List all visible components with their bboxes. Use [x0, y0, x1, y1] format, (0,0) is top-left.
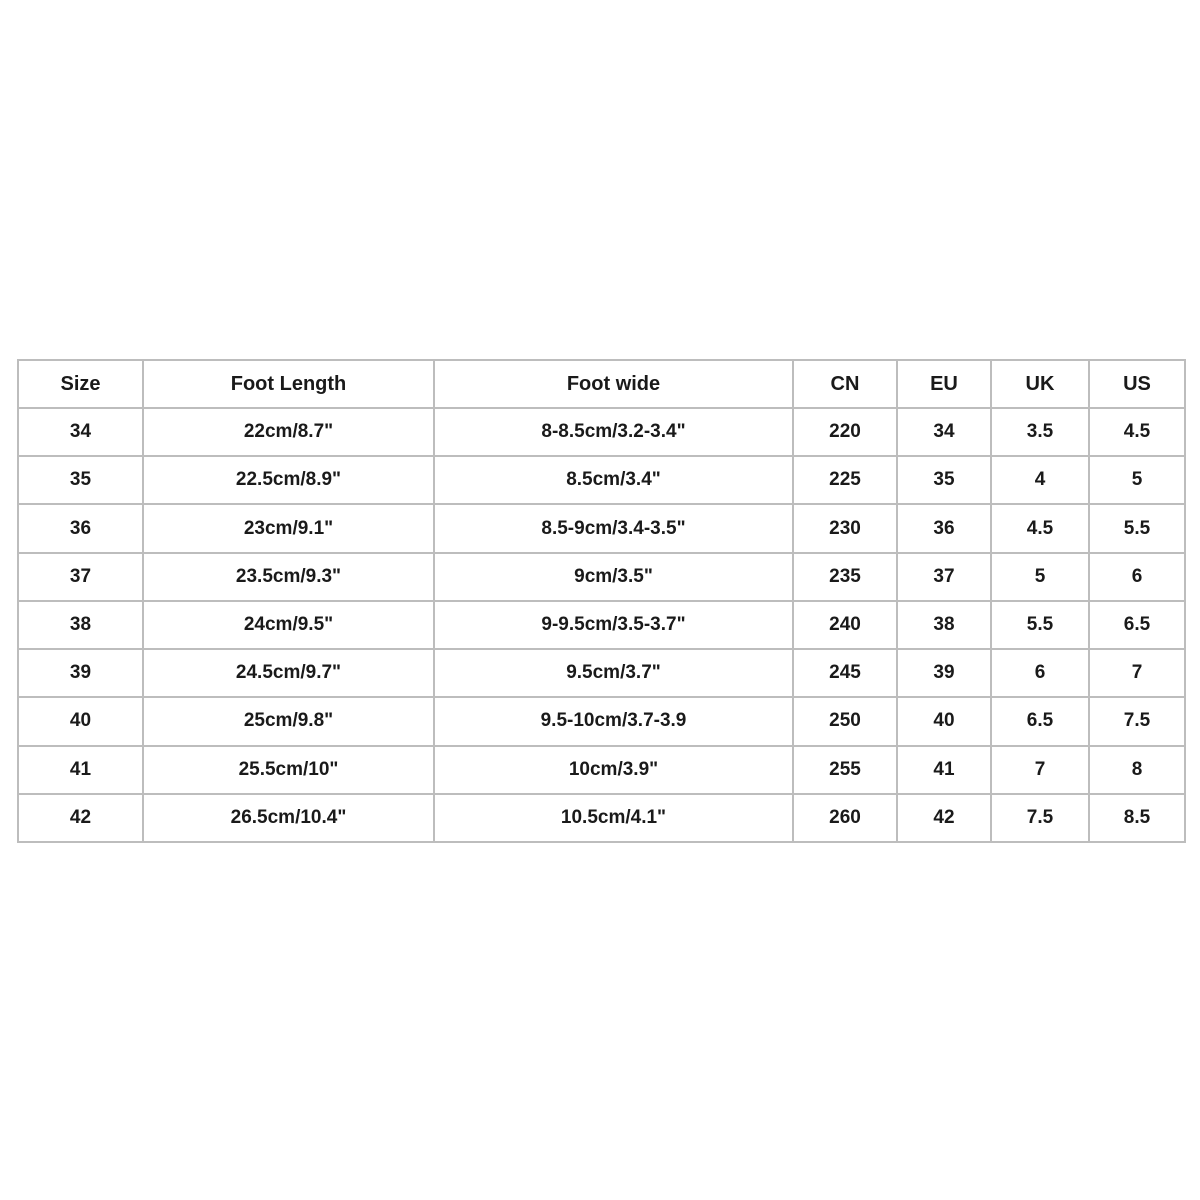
cell-foot-length: 25.5cm/10"	[143, 746, 434, 794]
cell-eu: 35	[897, 456, 991, 504]
table-row	[18, 746, 1185, 794]
cell-uk: 3.5	[991, 408, 1089, 456]
cell-size: 42	[18, 794, 143, 842]
cell-foot-wide: 10cm/3.9"	[434, 746, 793, 794]
cell-us: 7.5	[1089, 697, 1185, 745]
header-eu: EU	[897, 360, 991, 408]
header-foot-length: Foot Length	[143, 360, 434, 408]
cell-cn: 230	[793, 504, 897, 552]
cell-eu: 37	[897, 553, 991, 601]
table-row	[18, 553, 1185, 601]
cell-cn: 220	[793, 408, 897, 456]
cell-uk: 7.5	[991, 794, 1089, 842]
cell-us: 8	[1089, 746, 1185, 794]
table-row	[18, 408, 1185, 456]
cell-us: 6.5	[1089, 601, 1185, 649]
cell-cn: 240	[793, 601, 897, 649]
cell-eu: 36	[897, 504, 991, 552]
cell-size: 39	[18, 649, 143, 697]
cell-cn: 245	[793, 649, 897, 697]
header-us: US	[1089, 360, 1185, 408]
cell-cn: 255	[793, 746, 897, 794]
cell-foot-wide: 9.5-10cm/3.7-3.9	[434, 697, 793, 745]
cell-uk: 4.5	[991, 504, 1089, 552]
cell-size: 35	[18, 456, 143, 504]
table-row	[18, 504, 1185, 552]
cell-foot-length: 25cm/9.8"	[143, 697, 434, 745]
cell-eu: 39	[897, 649, 991, 697]
cell-size: 36	[18, 504, 143, 552]
cell-size: 38	[18, 601, 143, 649]
table-row	[18, 794, 1185, 842]
cell-foot-length: 24.5cm/9.7"	[143, 649, 434, 697]
table-header-row	[18, 360, 1185, 408]
table-row	[18, 601, 1185, 649]
cell-uk: 5.5	[991, 601, 1089, 649]
cell-eu: 38	[897, 601, 991, 649]
cell-size: 40	[18, 697, 143, 745]
table-row	[18, 649, 1185, 697]
table-row	[18, 456, 1185, 504]
cell-us: 5.5	[1089, 504, 1185, 552]
cell-foot-wide: 8.5cm/3.4"	[434, 456, 793, 504]
cell-foot-wide: 8.5-9cm/3.4-3.5"	[434, 504, 793, 552]
table-row	[18, 697, 1185, 745]
cell-foot-length: 23cm/9.1"	[143, 504, 434, 552]
cell-foot-length: 23.5cm/9.3"	[143, 553, 434, 601]
cell-eu: 34	[897, 408, 991, 456]
cell-uk: 7	[991, 746, 1089, 794]
cell-foot-wide: 9cm/3.5"	[434, 553, 793, 601]
cell-uk: 6	[991, 649, 1089, 697]
cell-cn: 260	[793, 794, 897, 842]
header-cn: CN	[793, 360, 897, 408]
cell-foot-length: 26.5cm/10.4"	[143, 794, 434, 842]
header-uk: UK	[991, 360, 1089, 408]
size-chart-table	[17, 359, 1186, 843]
cell-eu: 41	[897, 746, 991, 794]
cell-uk: 5	[991, 553, 1089, 601]
cell-us: 8.5	[1089, 794, 1185, 842]
cell-us: 7	[1089, 649, 1185, 697]
header-foot-wide: Foot wide	[434, 360, 793, 408]
cell-foot-wide: 10.5cm/4.1"	[434, 794, 793, 842]
header-size: Size	[18, 360, 143, 408]
cell-size: 37	[18, 553, 143, 601]
cell-us: 4.5	[1089, 408, 1185, 456]
cell-uk: 6.5	[991, 697, 1089, 745]
cell-foot-wide: 9-9.5cm/3.5-3.7"	[434, 601, 793, 649]
cell-cn: 235	[793, 553, 897, 601]
cell-foot-length: 22cm/8.7"	[143, 408, 434, 456]
cell-foot-length: 22.5cm/8.9"	[143, 456, 434, 504]
cell-foot-wide: 9.5cm/3.7"	[434, 649, 793, 697]
cell-foot-length: 24cm/9.5"	[143, 601, 434, 649]
cell-us: 5	[1089, 456, 1185, 504]
cell-size: 34	[18, 408, 143, 456]
cell-cn: 250	[793, 697, 897, 745]
cell-us: 6	[1089, 553, 1185, 601]
cell-eu: 40	[897, 697, 991, 745]
cell-eu: 42	[897, 794, 991, 842]
cell-uk: 4	[991, 456, 1089, 504]
cell-foot-wide: 8-8.5cm/3.2-3.4"	[434, 408, 793, 456]
cell-cn: 225	[793, 456, 897, 504]
cell-size: 41	[18, 746, 143, 794]
